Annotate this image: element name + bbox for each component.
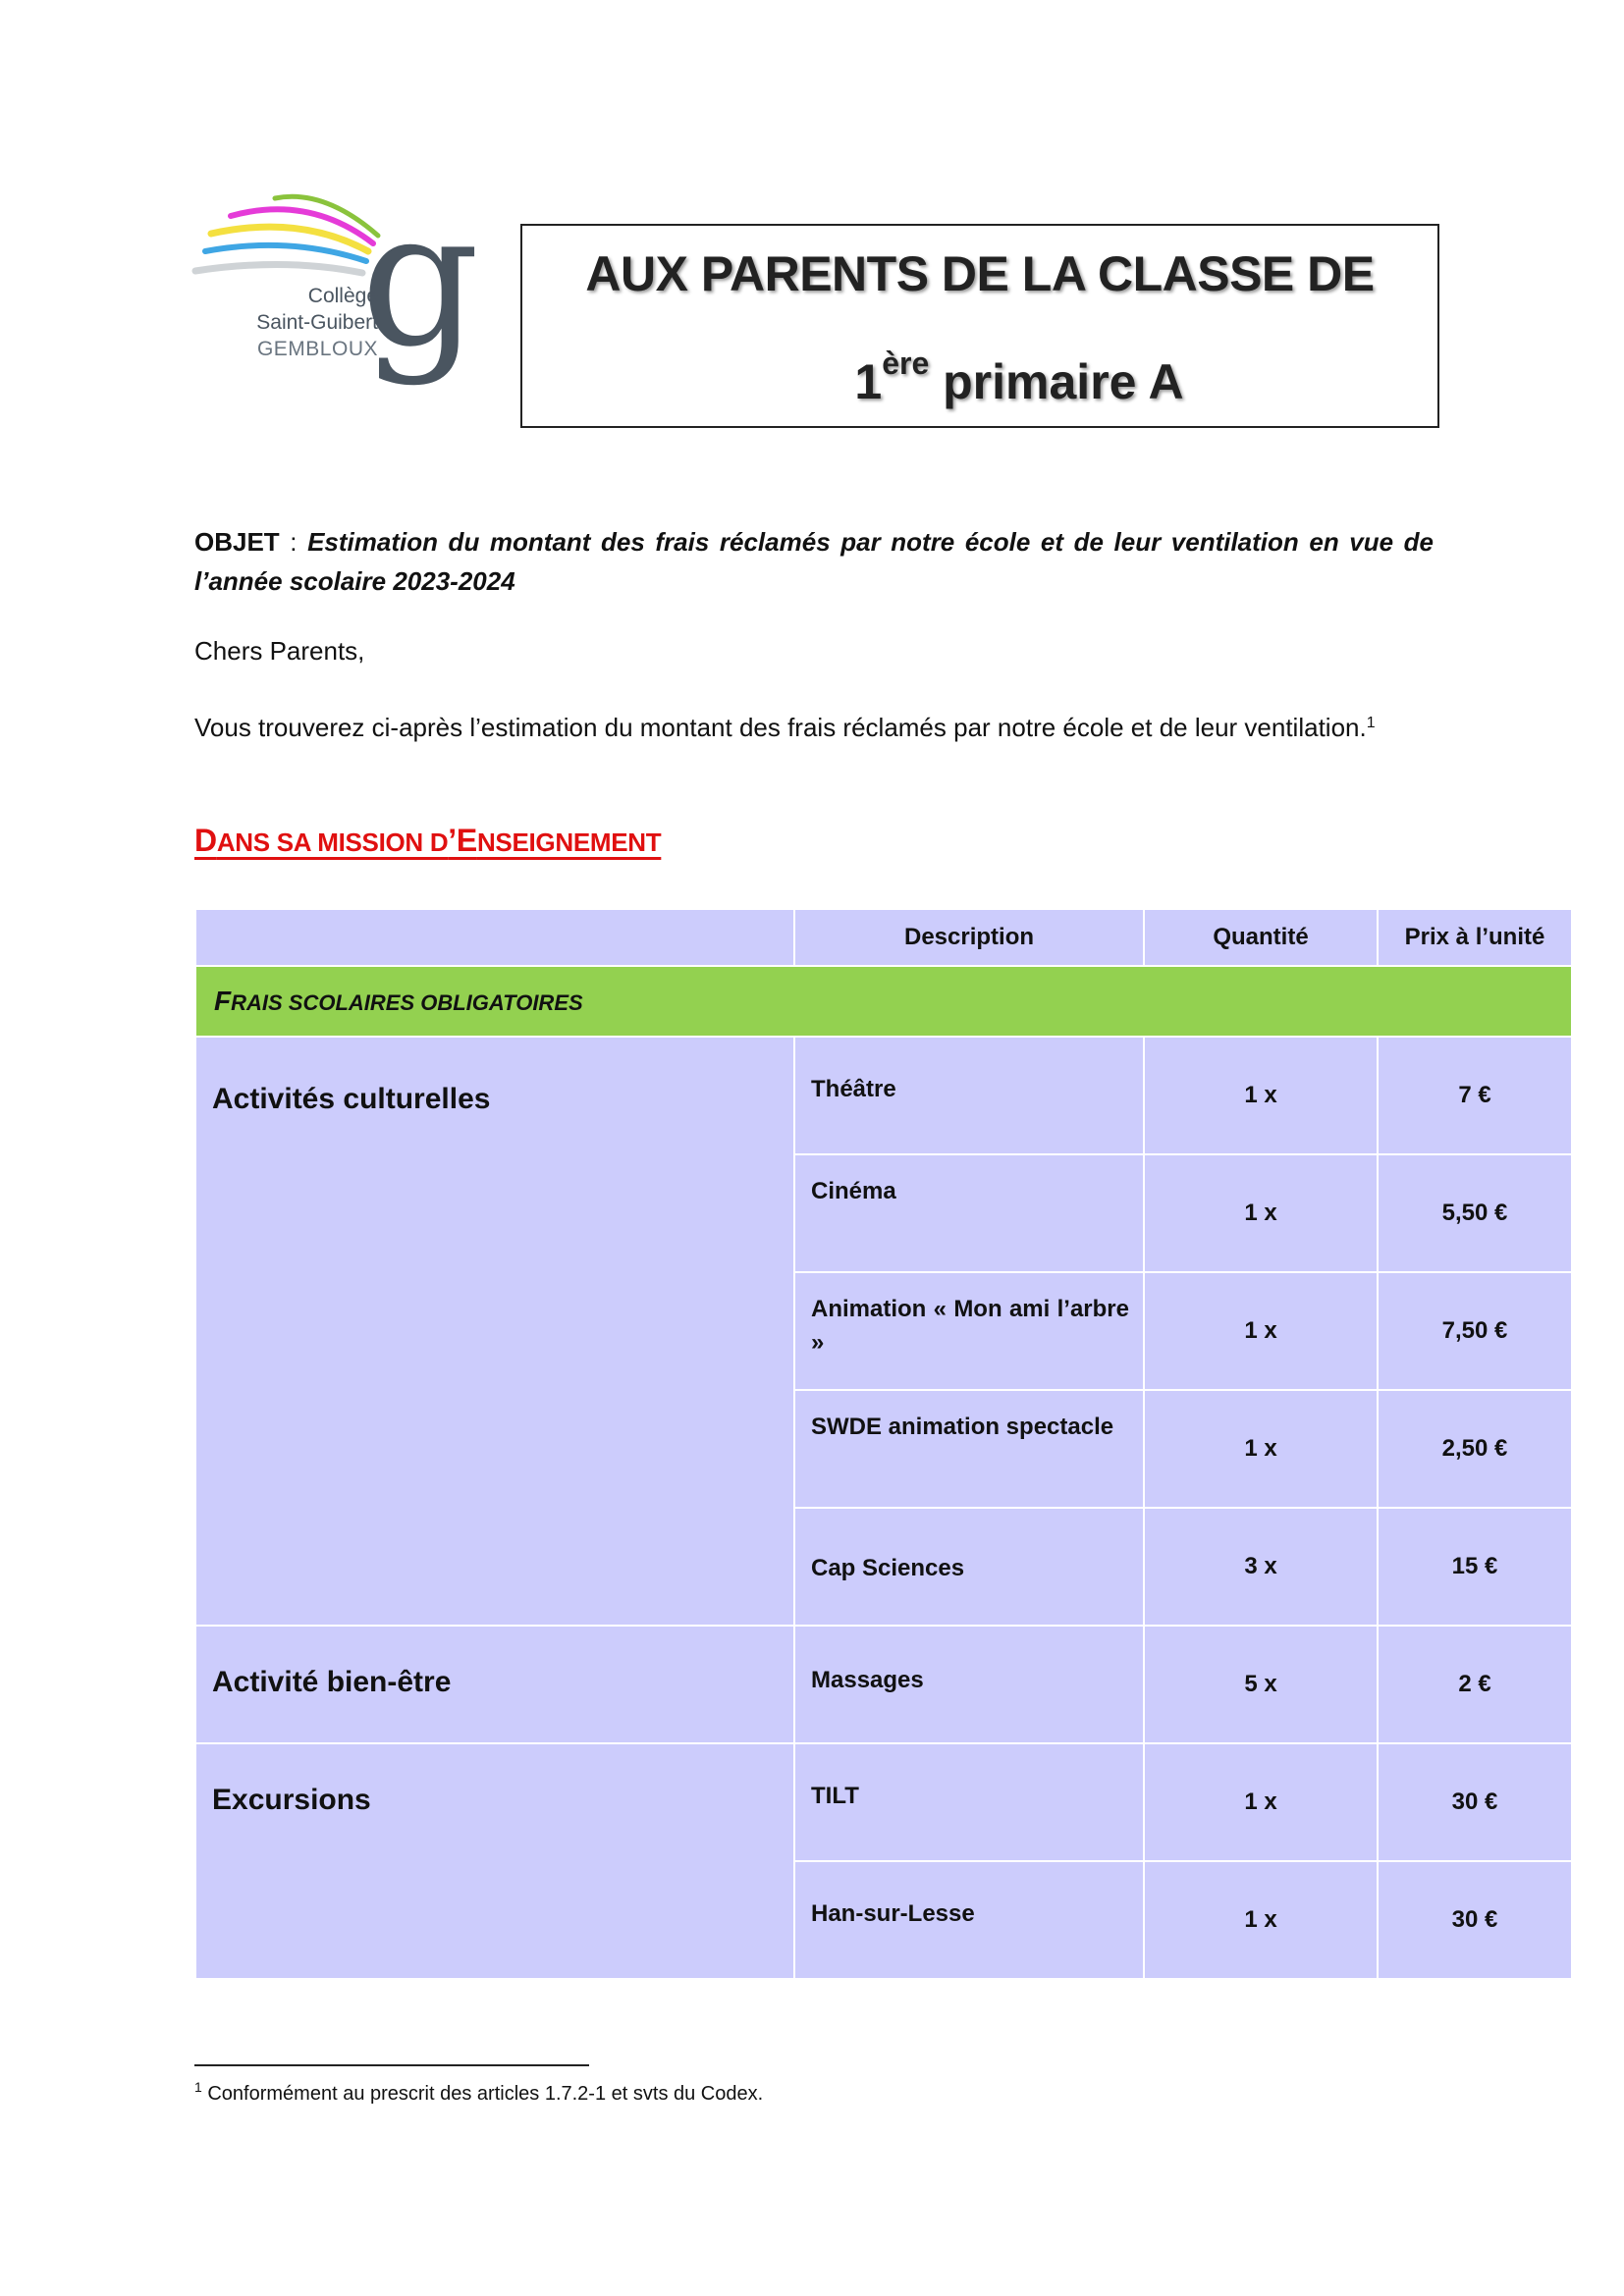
subject-paragraph	[194, 522, 1434, 601]
price-cell: 7 €	[1378, 1037, 1572, 1154]
footnote-separator	[194, 2064, 589, 2066]
description-cell: Cap Sciences	[794, 1508, 1144, 1626]
footnote	[194, 2079, 764, 2106]
price-cell: 15 €	[1378, 1508, 1572, 1626]
description-cell: TILT	[794, 1743, 1144, 1861]
quantity-cell: 3 x	[1144, 1508, 1378, 1626]
subject-label: OBJET	[194, 527, 280, 557]
section-band-row	[195, 966, 1572, 1037]
school-logo	[191, 171, 480, 402]
description-cell: Théâtre	[794, 1037, 1144, 1154]
logo-letter: g	[360, 171, 480, 388]
price-cell: 30 €	[1378, 1743, 1572, 1861]
title-line: AUX PARENTS DE LA CLASSE DE	[585, 246, 1375, 301]
band-label	[195, 966, 1572, 1037]
section-heading-cap: D	[194, 823, 217, 858]
fees-table	[194, 908, 1573, 1980]
quantity-cell: 1 x	[1144, 1743, 1378, 1861]
footnote-ref[interactable]: 1	[1366, 715, 1376, 731]
quantity-cell: 1 x	[1144, 1154, 1378, 1272]
section-heading-part: NSEIGNEMENT	[476, 828, 662, 857]
table-row	[195, 1626, 1572, 1743]
class-name	[522, 346, 1437, 410]
logo-line-college: Collège	[307, 285, 378, 307]
table-row	[195, 1743, 1572, 1861]
category-cell: Activités culturelles	[195, 1037, 794, 1626]
footnote-number: 1	[194, 2079, 202, 2095]
category-cell: Excursions	[195, 1743, 794, 1979]
quantity-cell: 1 x	[1144, 1037, 1378, 1154]
price-cell: 30 €	[1378, 1861, 1572, 1979]
price-cell: 7,50 €	[1378, 1272, 1572, 1390]
table-row	[195, 1037, 1572, 1154]
quantity-cell: 1 x	[1144, 1272, 1378, 1390]
category-cell: Activité bien-être	[195, 1626, 794, 1743]
description-cell: SWDE animation spectacle	[794, 1390, 1144, 1508]
description-cell: Animation « Mon ami l’arbre »	[794, 1272, 1144, 1390]
description-cell: Cinéma	[794, 1154, 1144, 1272]
price-cell: 2,50 €	[1378, 1390, 1572, 1508]
description-cell: Han-sur-Lesse	[794, 1861, 1144, 1979]
description-cell: Massages	[794, 1626, 1144, 1743]
grade-superscript: ère	[882, 346, 930, 381]
grade-number: 1	[854, 354, 883, 409]
header-description: Description	[794, 909, 1144, 966]
price-cell: 5,50 €	[1378, 1154, 1572, 1272]
section-heading-cap: ’E	[448, 823, 477, 858]
header-price: Prix à l’unité	[1378, 909, 1572, 966]
price-cell: 2 €	[1378, 1626, 1572, 1743]
subject-separator: :	[279, 527, 308, 557]
table-header-row	[195, 909, 1572, 966]
footnote-text: Conformément au prescrit des articles 1.7.2-1 et svts du Codex.	[207, 2083, 764, 2105]
header-quantity: Quantité	[1144, 909, 1378, 966]
section-heading-part: ANS SA MISSION D	[216, 828, 449, 857]
subject-text: Estimation du montant des frais réclamés par notre école et de leur ventilation en vue de l’année scolaire 2023-2024	[194, 527, 1435, 596]
logo-line-saint-guibert: Saint-Guibert	[256, 311, 378, 334]
quantity-cell: 1 x	[1144, 1390, 1378, 1508]
band-label-cap: F	[214, 986, 232, 1016]
title-box	[520, 224, 1439, 428]
intro-text: Vous trouverez ci-après l’estimation du montant des frais réclamés par notre école et de leur ventilation.	[194, 713, 1367, 742]
intro-paragraph	[194, 709, 1434, 746]
logo-line-gembloux: GEMBLOUX	[256, 338, 378, 360]
logo-text	[231, 283, 378, 362]
quantity-cell: 5 x	[1144, 1626, 1378, 1743]
band-label-rest: RAIS SCOLAIRES OBLIGATOIRES	[231, 990, 583, 1015]
section-heading	[194, 823, 661, 859]
header-category	[195, 909, 794, 966]
grade-label: primaire A	[943, 354, 1184, 409]
greeting: Chers Parents,	[194, 636, 365, 666]
quantity-cell: 1 x	[1144, 1861, 1378, 1979]
